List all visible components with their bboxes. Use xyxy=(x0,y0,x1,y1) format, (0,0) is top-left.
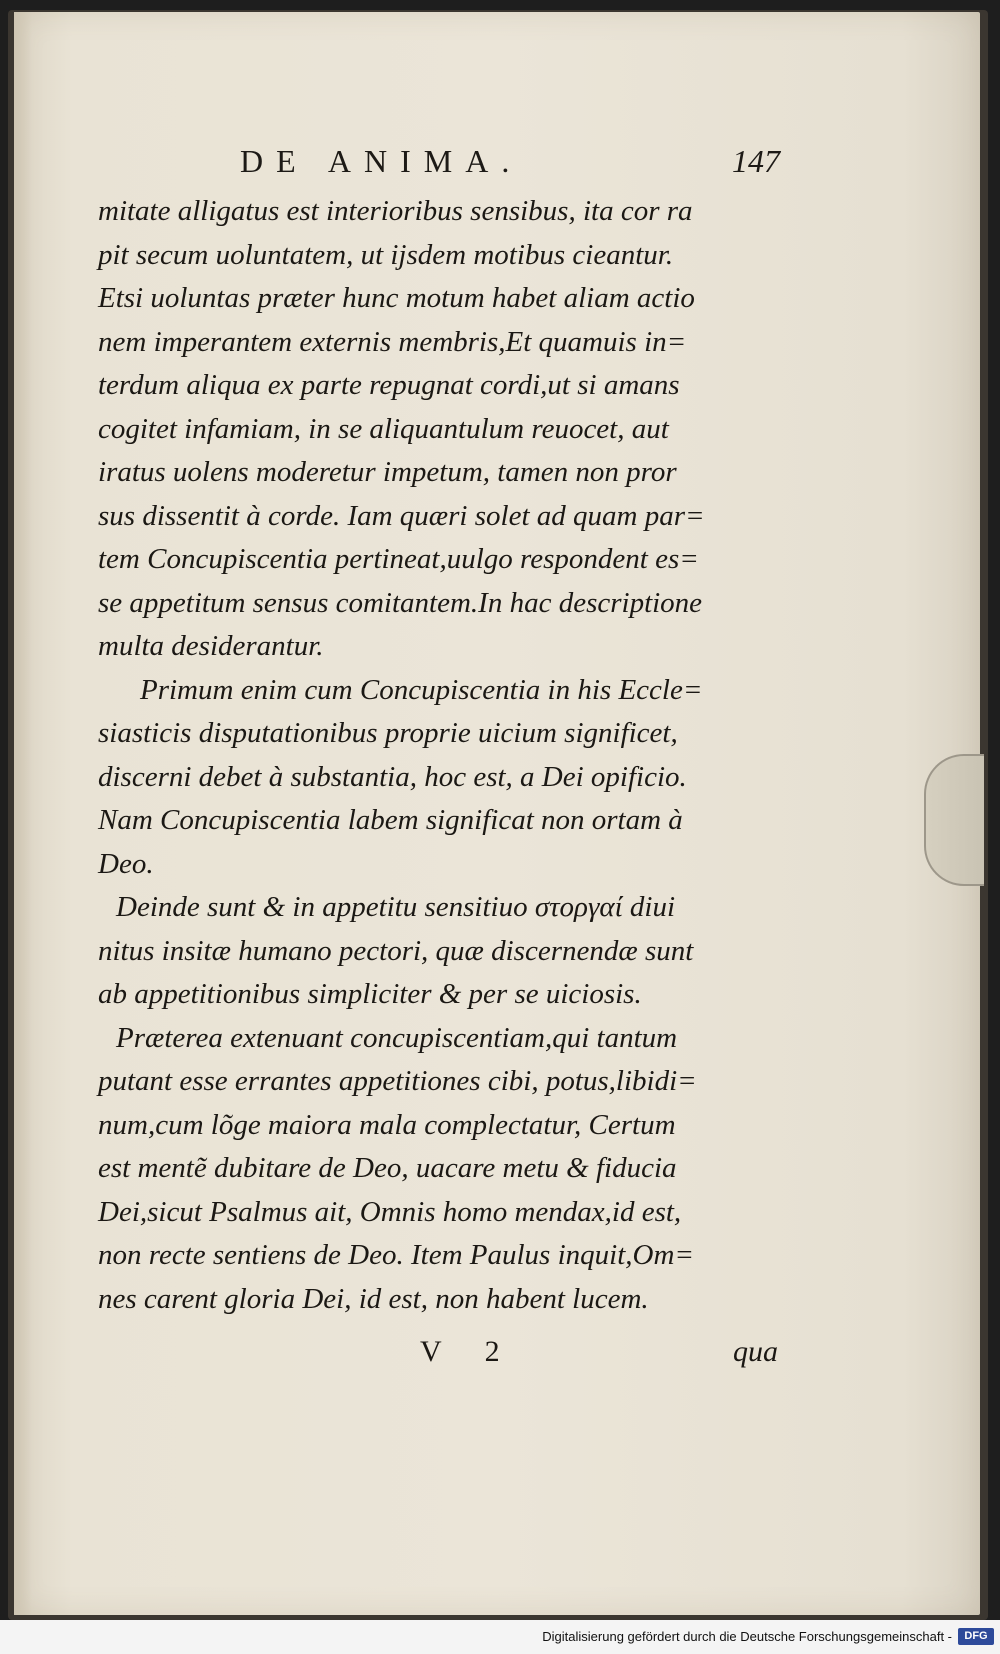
text-line: Præterea extenuant concupiscentiam,qui tantum xyxy=(116,1021,678,1054)
text-line: siasticis disputationibus proprie uicium significet, xyxy=(98,717,678,749)
text-line: Dei,sicut Psalmus ait, Omnis homo mendax,id est, xyxy=(98,1195,682,1228)
gutter-shadow xyxy=(14,12,32,1615)
page-header xyxy=(240,143,780,193)
text-line: tem Concupiscentia pertineat,uulgo respondent es= xyxy=(98,543,699,575)
text-line: multa desiderantur. xyxy=(98,630,324,662)
running-title: DE ANIMA. xyxy=(240,143,523,179)
text-line: est mentẽ dubitare de Deo, uacare metu & fiducia xyxy=(98,1152,677,1184)
body-text xyxy=(98,190,778,1321)
text-line: Nam Concupiscentia labem significat non ortam à xyxy=(98,804,683,836)
text-line: sus dissentit à corde. Iam quæri solet ad quam par= xyxy=(98,499,705,532)
text-line: nes carent gloria Dei, id est, non habent lucem. xyxy=(98,1282,649,1315)
signature-mark: V 2 xyxy=(420,1335,518,1368)
text-line: terdum aliqua ex parte repugnat cordi,ut si amans xyxy=(98,369,680,401)
text-line: nitus insitæ humano pectori, quæ discernendæ sunt xyxy=(98,934,694,967)
text-line: num,cum lõge maiora mala complectatur, Certum xyxy=(98,1108,676,1141)
page-footer xyxy=(98,1335,778,1375)
catchword: qua xyxy=(733,1335,778,1368)
digitization-credit-bar xyxy=(0,1620,1000,1654)
text-line: pit secum uoluntatem, ut ijsdem motibus cieantur. xyxy=(98,238,674,271)
text-line: non recte sentiens de Deo. Item Paulus inquit,Om= xyxy=(98,1239,694,1271)
text-line: cogitet infamiam, in se aliquantulum reuocet, aut xyxy=(98,412,669,445)
text-line: se appetitum sensus comitantem.In hac descriptione xyxy=(98,586,703,619)
text-line: Deinde sunt & in appetitu sensitiuo στοργαί diui xyxy=(116,891,676,923)
credit-text: Digitalisierung gefördert durch die Deutsche Forschungsgemeinschaft - xyxy=(542,1629,952,1644)
text-line: Primum enim cum Concupiscentia in his Eccle= xyxy=(140,673,703,706)
text-line: iratus uolens moderetur impetum, tamen non pror xyxy=(98,456,677,488)
text-line: ab appetitionibus simpliciter & per se uiciosis. xyxy=(98,978,642,1010)
page-number: 147 xyxy=(732,143,780,179)
dfg-logo-icon: DFG xyxy=(958,1628,994,1645)
text-line: nem imperantem externis membris,Et quamuis in= xyxy=(98,325,687,358)
text-line: discerni debet à substantia, hoc est, a Dei opificio. xyxy=(98,760,687,793)
page-tab-marker xyxy=(924,754,984,886)
text-line: putant esse errantes appetitiones cibi, potus,libidi= xyxy=(98,1065,697,1097)
text-line: Etsi uoluntas præter hunc motum habet aliam actio xyxy=(98,282,695,314)
text-line: mitate alligatus est interioribus sensibus, ita cor ra xyxy=(98,195,693,227)
text-line: Deo. xyxy=(98,847,154,880)
